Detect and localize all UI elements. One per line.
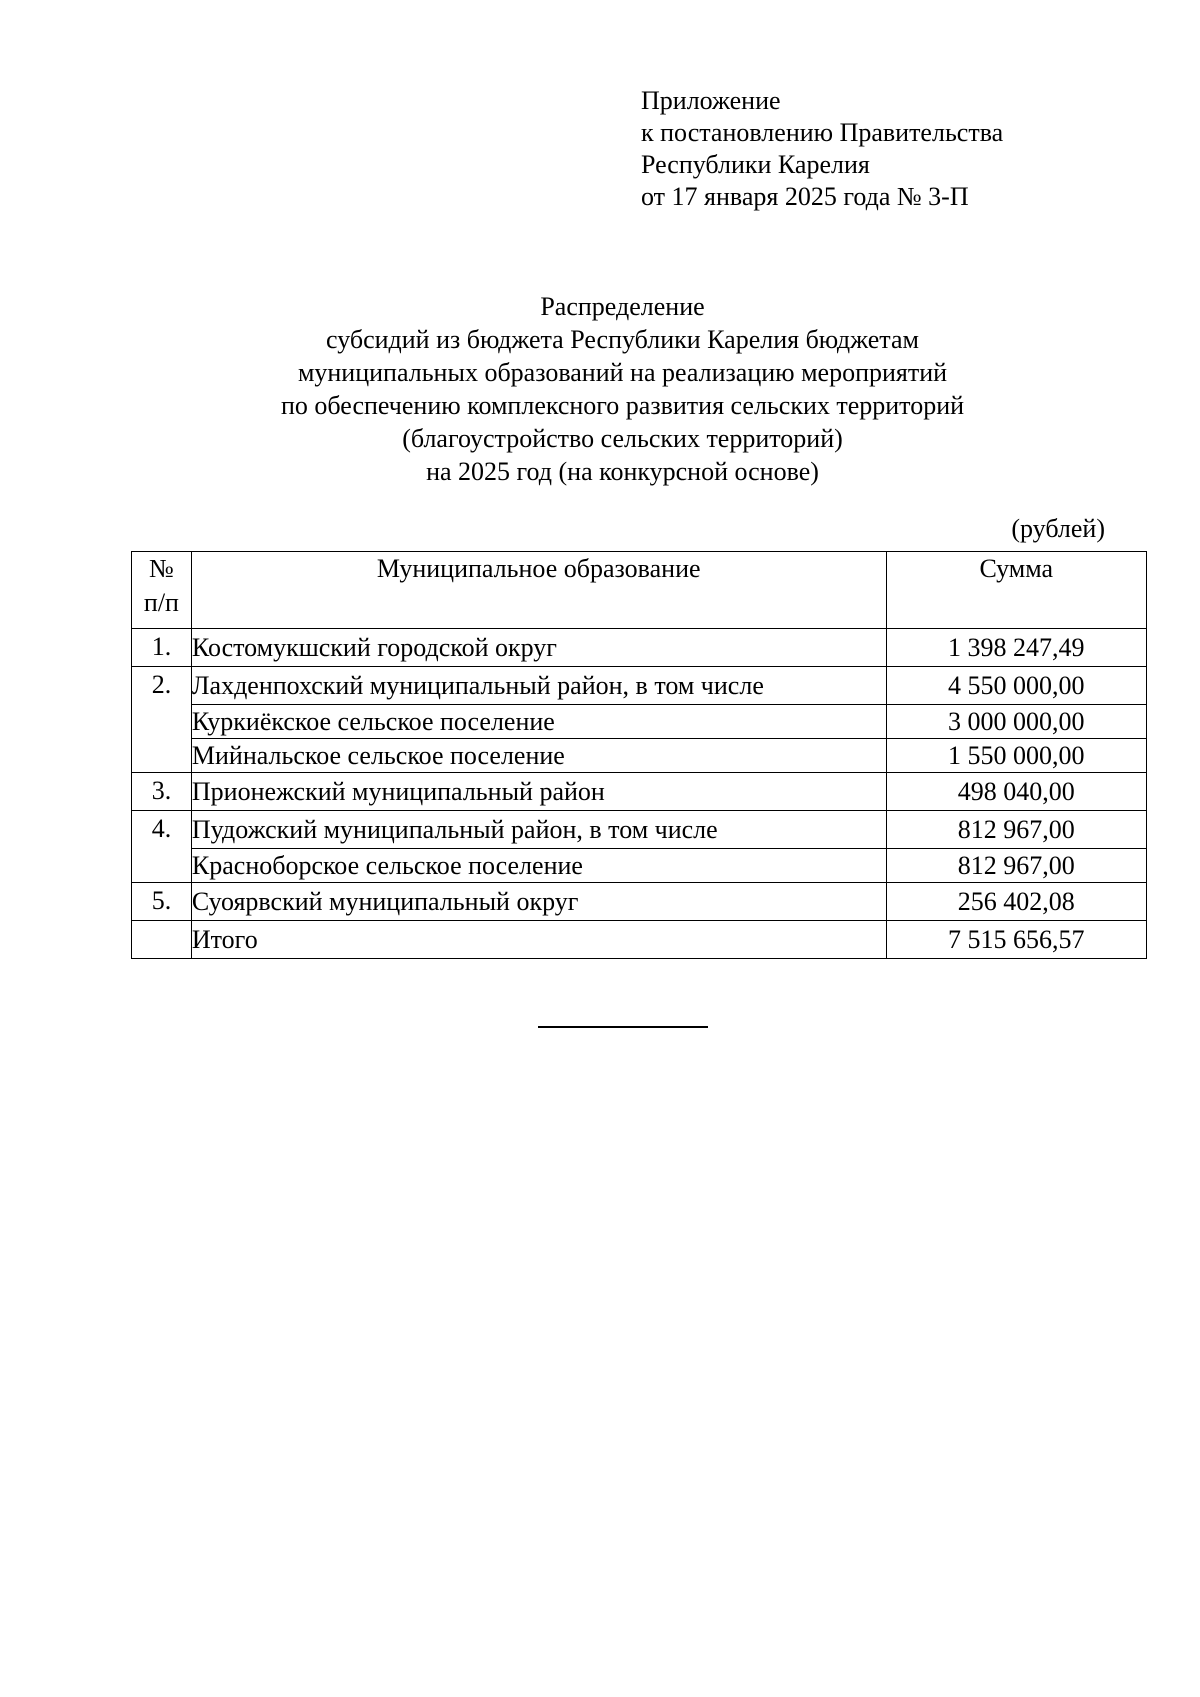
row-municipality: Прионежский муниципальный район (191, 773, 886, 811)
title-line: по обеспечению комплексного развития сельских территорий (280, 391, 965, 420)
row-municipality: Куркиёкское сельское поселение (191, 705, 886, 739)
table-header-row (132, 552, 1147, 629)
total-row (132, 921, 1147, 959)
row-number (132, 921, 192, 959)
row-number: 2. (132, 667, 192, 773)
total-sum: 7 515 656,57 (886, 921, 1146, 959)
row-municipality: Красноборское сельское поселение (191, 849, 886, 883)
row-municipality: Костомукшский городской округ (191, 629, 886, 667)
appendix-line: от 17 января 2025 года № 3-П (641, 182, 969, 211)
appendix-line: Приложение (641, 86, 781, 115)
row-sum: 256 402,08 (886, 883, 1146, 921)
row-sum: 812 967,00 (886, 811, 1146, 849)
table-row (132, 773, 1147, 811)
row-number: 1. (132, 629, 192, 667)
row-number: 3. (132, 773, 192, 811)
header-sum: Сумма (886, 552, 1146, 629)
appendix-line: Республики Карелия (641, 150, 870, 179)
row-sum: 1 398 247,49 (886, 629, 1146, 667)
appendix-line: к постановлению Правительства (641, 118, 1004, 147)
row-sum: 812 967,00 (886, 849, 1146, 883)
document-title (0, 290, 1200, 488)
row-number: 5. (132, 883, 192, 921)
row-number: 4. (132, 811, 192, 883)
table-row (132, 883, 1147, 921)
row-sum: 3 000 000,00 (886, 705, 1146, 739)
table-row (132, 629, 1147, 667)
table-row (132, 811, 1147, 849)
title-line: Распределение (540, 292, 705, 321)
row-municipality: Суоярвский муниципальный округ (191, 883, 886, 921)
header-number (132, 552, 192, 629)
header-municipality: Муниципальное образование (191, 552, 886, 629)
header-number-line: № (149, 554, 174, 583)
title-line: (благоустройство сельских территорий) (402, 424, 843, 453)
distribution-table (131, 551, 1147, 959)
table-row (132, 705, 1147, 739)
row-sum: 1 550 000,00 (886, 739, 1146, 773)
table-row (132, 667, 1147, 705)
row-municipality: Мийнальское сельское поселение (191, 739, 886, 773)
row-sum: 4 550 000,00 (886, 667, 1146, 705)
total-label: Итого (191, 921, 886, 959)
header-number-line: п/п (143, 588, 179, 617)
title-line: муниципальных образований на реализацию мероприятий (297, 358, 948, 387)
closing-divider (538, 1026, 708, 1028)
units-label: (рублей) (1011, 514, 1105, 543)
title-line: на 2025 год (на конкурсной основе) (426, 457, 819, 486)
row-sum: 498 040,00 (886, 773, 1146, 811)
row-municipality: Пудожский муниципальный район, в том числе (191, 811, 886, 849)
title-line: субсидий из бюджета Республики Карелия бюджетам (326, 325, 919, 354)
table-row (132, 739, 1147, 773)
table-row (132, 849, 1147, 883)
appendix-block (641, 85, 1003, 213)
row-municipality: Лахденпохский муниципальный район, в том числе (191, 667, 886, 705)
